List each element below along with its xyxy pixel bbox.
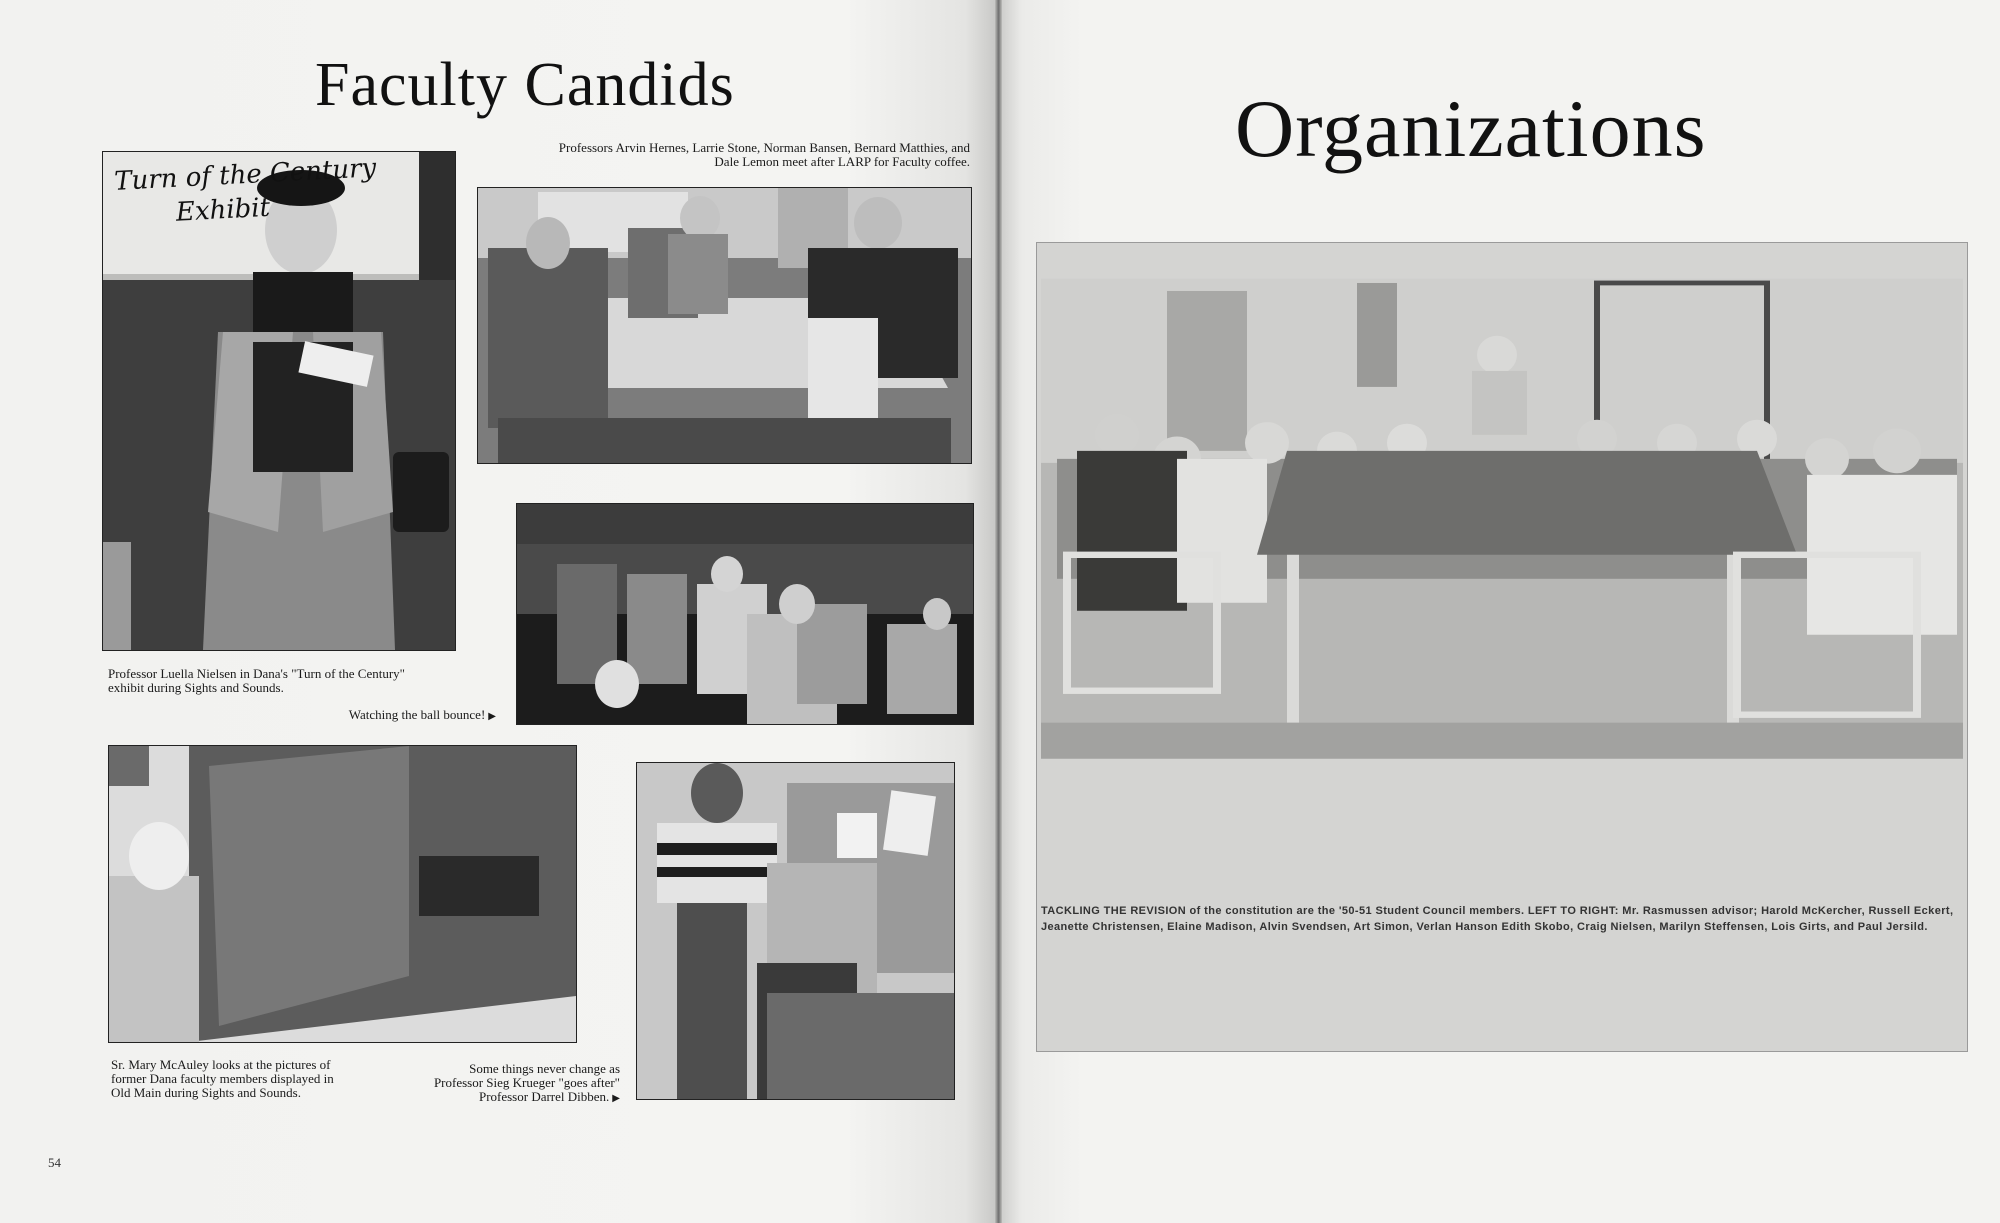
pointer-right-icon: ▶ <box>488 711 496 722</box>
exhibit-sign-line2: Exhibit <box>175 192 271 228</box>
photo-student-council <box>1036 242 1968 1052</box>
caption-luella-nielsen-line1: Professor Luella Nielsen in Dana's "Turn of the Century" <box>108 666 405 681</box>
photo-faculty-coffee <box>477 187 972 464</box>
student-council-caption: TACKLING THE REVISION of the constitution are the '50-51 Student Council members. LEFT TO RIGHT: Mr. Rasmussen advisor; Harold McKercher, Russell Eckert, Jeanette Christensen, Elaine Madison, Alvin Svendsen, Art Simon, Verlan Hanson Edith Skobo, Craig Nielsen, Marilyn Steffensen, Lois Girts, and Paul Jersild. <box>1041 905 1954 933</box>
pointer-right-icon: ▶ <box>612 1093 620 1104</box>
caption-watching-ball <box>300 708 496 724</box>
photo-faculty-wall <box>108 745 577 1043</box>
page-number: 54 <box>48 1155 61 1170</box>
caption-luella-nielsen <box>108 667 405 695</box>
page-title-faculty-candids: Faculty Candids <box>315 51 735 119</box>
caption-mary-mcauley-line3: Old Main during Sights and Sounds. <box>111 1085 301 1100</box>
caption-sieg-krueger-line2: Professor Sieg Krueger "goes after" <box>433 1075 620 1090</box>
caption-sieg-krueger <box>360 1062 620 1106</box>
caption-mary-mcauley-line1: Sr. Mary McAuley looks at the pictures of <box>111 1057 331 1072</box>
left-page <box>0 0 995 1223</box>
photo-krueger-dibben <box>636 762 955 1100</box>
book-gutter <box>995 0 1002 1223</box>
caption-faculty-coffee-line2: Dale Lemon meet after LARP for Faculty coffee. <box>714 154 970 169</box>
page-title-organizations: Organizations <box>1235 83 1707 174</box>
caption-mary-mcauley <box>111 1058 334 1100</box>
caption-faculty-coffee-line1: Professors Arvin Hernes, Larrie Stone, Norman Bansen, Bernard Matthies, and <box>558 140 970 155</box>
caption-watching-ball-text: Watching the ball bounce! <box>348 707 486 722</box>
exhibit-sign <box>113 151 378 233</box>
caption-sieg-krueger-line1: Some things never change as <box>469 1061 620 1076</box>
caption-faculty-coffee <box>470 141 970 169</box>
caption-luella-nielsen-line2: exhibit during Sights and Sounds. <box>108 680 284 695</box>
exhibit-sign-line1: Turn of the Century <box>113 153 377 197</box>
caption-mary-mcauley-line2: former Dana faculty members displayed in <box>111 1071 334 1086</box>
caption-sieg-krueger-line3: Professor Darrel Dibben. <box>478 1089 610 1104</box>
photo-audience <box>516 503 974 725</box>
photo-luella-nielsen <box>102 151 456 651</box>
right-page <box>1002 0 2000 1223</box>
